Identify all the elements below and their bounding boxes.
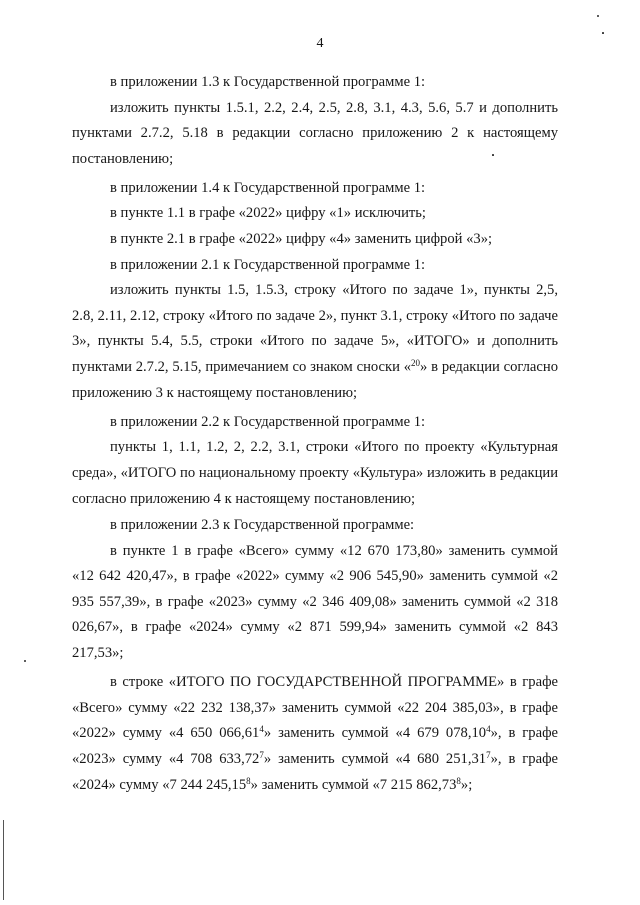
paragraph-text: в строке «ИТОГО ПО ГОСУДАРСТВЕННОЙ ПРОГРАММЕ» в графе «Всего» сумму «22 232 138,37» заменить суммой «22 204 385,03», в графе «2022» сумму «4 650 066,61 bbox=[72, 674, 558, 742]
scan-dot bbox=[24, 660, 26, 662]
document-body bbox=[72, 70, 558, 798]
paragraph-text: » в редакции согласно приложению 3 к настоящему постановлению; bbox=[72, 359, 558, 401]
paragraph-with-footnotes bbox=[72, 670, 558, 798]
paragraph-text: » заменить суммой «4 680 251,31 bbox=[263, 750, 487, 767]
paragraph-text: » заменить суммой «7 215 862,73 bbox=[250, 776, 457, 793]
paragraph: изложить пункты 1.5.1, 2.2, 2.4, 2.5, 2.8, 3.1, 4.3, 5.6, 5.7 и дополнить пунктами 2.7.2, 5.18 в редакции согласно приложению 2 к настоящему постановлению; bbox=[72, 99, 558, 167]
paragraph: в пункте 2.1 в графе «2022» цифру «4» заменить цифрой «3»; bbox=[110, 231, 493, 248]
footnote-mark: 20 bbox=[411, 358, 421, 369]
paragraph: пункты 1, 1.1, 1.2, 2, 2.2, 3.1, строки «Итого по проекту «Культурная среда», «ИТОГО по национальному проекту «Культура» изложить в редакции согласно приложению 4 к настоящему постановлению; bbox=[72, 439, 558, 507]
paragraph-text: », в графе «2023» сумму «4 708 633,72 bbox=[72, 725, 559, 767]
paragraph: в приложении 2.3 к Государственной программе: bbox=[110, 517, 415, 534]
paragraph-text: »; bbox=[460, 776, 473, 793]
paragraph-with-footnote bbox=[72, 278, 558, 406]
paragraph-text: изложить пункты 1.5, 1.5.3, строку «Итого по задаче 1», пункты 2,5, 2.8, 2.11, 2.12, строку «Итого по задаче 2», пункт 3.1, строку «Итого по задаче 3», пункты 5.4, 5.5, строки «Итого по задаче 5», «ИТОГО» и дополнить пунктами 2.7.2, 5.15, примечанием со знаком сноски « bbox=[72, 282, 558, 376]
paragraph: в приложении 2.1 к Государственной программе 1: bbox=[110, 256, 426, 273]
paragraph: в пункте 1.1 в графе «2022» цифру «1» исключить; bbox=[110, 205, 426, 222]
scan-dot bbox=[602, 32, 604, 34]
footnote-mark: 7 bbox=[259, 749, 264, 760]
paragraph: в приложении 1.3 к Государственной программе 1: bbox=[110, 74, 426, 90]
paragraph: в пункте 1 в графе «Всего» сумму «12 670 173,80» заменить суммой «12 642 420,47», в графе «2022» сумму «2 906 545,90» заменить суммой «2 935 557,39», в графе «2023» сумму «2 346 409,08» заменить суммой «2 318 026,67», в графе «2024» сумму «2 871 599,94» заменить суммой «2 843 217,53»; bbox=[72, 542, 558, 662]
footnote-mark: 8 bbox=[456, 775, 461, 786]
page-number: 4 bbox=[316, 36, 324, 51]
footnote-mark: 4 bbox=[486, 724, 491, 735]
paragraph-text: », в графе «2024» сумму «7 244 245,15 bbox=[72, 750, 559, 793]
scan-dot bbox=[492, 154, 494, 156]
paragraph: в приложении 2.2 к Государственной программе 1: bbox=[110, 413, 426, 430]
footnote-mark: 8 bbox=[246, 775, 251, 786]
footnote-mark: 4 bbox=[259, 724, 264, 735]
footnote-mark: 7 bbox=[486, 749, 491, 760]
paragraph: в приложении 1.4 к Государственной программе 1: bbox=[110, 179, 426, 196]
scan-dot bbox=[597, 15, 599, 17]
paragraph-text: » заменить суммой «4 679 078,10 bbox=[263, 725, 487, 742]
scan-edge-line bbox=[3, 820, 4, 900]
